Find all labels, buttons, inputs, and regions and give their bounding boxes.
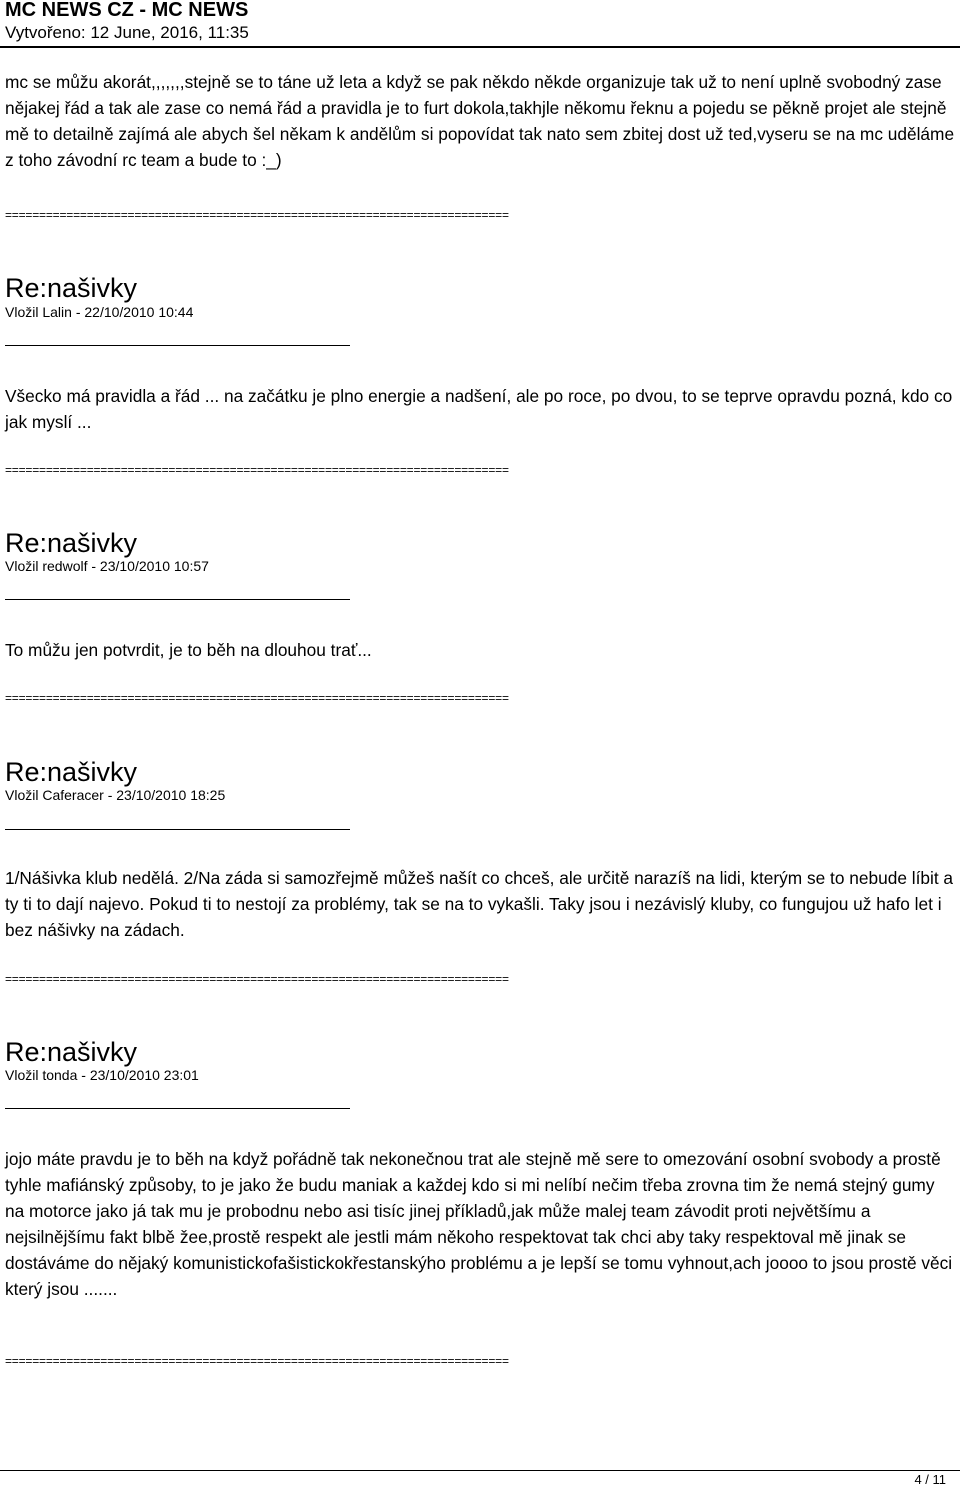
separator: ========================================================================== [5, 208, 509, 222]
post-underline [5, 1108, 350, 1109]
footer-divider [0, 1470, 960, 1471]
page-number: 4 / 11 [914, 1472, 946, 1487]
post-body: Všecko má pravidla a řád ... na začátku je plno energie a nadšení, ale po roce, po dvou, to se teprve opravdu pozná, kdo co jak myslí ... [5, 386, 953, 432]
post-title: Re:našivky [5, 1037, 138, 1067]
post-title: Re:našivky [5, 273, 138, 303]
post-meta: Vložil redwolf - 23/10/2010 10:57 [5, 558, 209, 574]
post-underline [5, 345, 350, 346]
post-meta: Vložil Caferacer - 23/10/2010 18:25 [5, 787, 226, 803]
separator: ========================================================================== [5, 691, 509, 705]
separator: ========================================================================== [5, 1354, 509, 1368]
page-header [5, 0, 249, 43]
post-body: To můžu jen potvrdit, je to běh na dlouhou trať... [5, 640, 372, 660]
created-date: Vytvořeno: 12 June, 2016, 11:35 [5, 23, 249, 42]
post-underline [5, 829, 350, 830]
intro-text: mc se můžu akorát,,,,,,,stejně se to táne už leta a když se pak někdo někde organizuje tak už to není uplně svobodný zase nějakej řád a tak ale zase co nemá řád a pravidla je to furt dokola,takhjle někomu řeknu a pojedu se pěkně projet ale stejně mě to detailně zajímá ale abych šel někam k andělům si popovídat tak nato sem zbitej dost už ted,vyseru se na mc uděláme z toho závodní rc team a bude to :_) [5, 72, 955, 170]
post-body: 1/Nášivka klub nedělá. 2/Na záda si samozřejmě můžeš našít co chceš, ale určitě narazíš na lidi, kterým se to nebude líbit a ty ti to dají najevo. Pokud ti to nestojí za problémy, tak se na to vykašli. Taky jsou i nezávislý kluby, co fungujou už hafo let i bez nášivky na zádach. [5, 868, 954, 940]
site-title: MC NEWS CZ - MC NEWS [5, 0, 249, 21]
post-title: Re:našivky [5, 528, 138, 558]
separator: ========================================================================== [5, 972, 509, 986]
post-underline [5, 599, 350, 600]
post-title: Re:našivky [5, 757, 138, 787]
separator: ========================================================================== [5, 463, 509, 477]
post-body: jojo máte pravdu je to běh na když pořádně tak nekonečnou trat ale stejně mě sere to omezování osobní svobody a prostě tyhle mafiánský způsoby, to je jako že budu maniak a každej kdo si mi nelíbí nečim třeba zrovna tim že nemá stejný gumy na motorce jako já tak mu je probodnu nebo asi tisíc jinej příkladů,jak může malej team závodit proti největšímu a nejsilnějšímu fakt blbě žee,prostě respekt ale jestli mám někoho respektovat tak chci aby taky respektoval mě jinak se dostáváme do nějaký komunistickofašistickokřestanskýho problému a je lepší se tomu vyhnout,ach joooo to jsou prostě věci který jsou ....... [5, 1149, 953, 1299]
header-divider [0, 46, 960, 48]
post-meta: Vložil tonda - 23/10/2010 23:01 [5, 1067, 199, 1083]
post-meta: Vložil Lalin - 22/10/2010 10:44 [5, 304, 194, 320]
